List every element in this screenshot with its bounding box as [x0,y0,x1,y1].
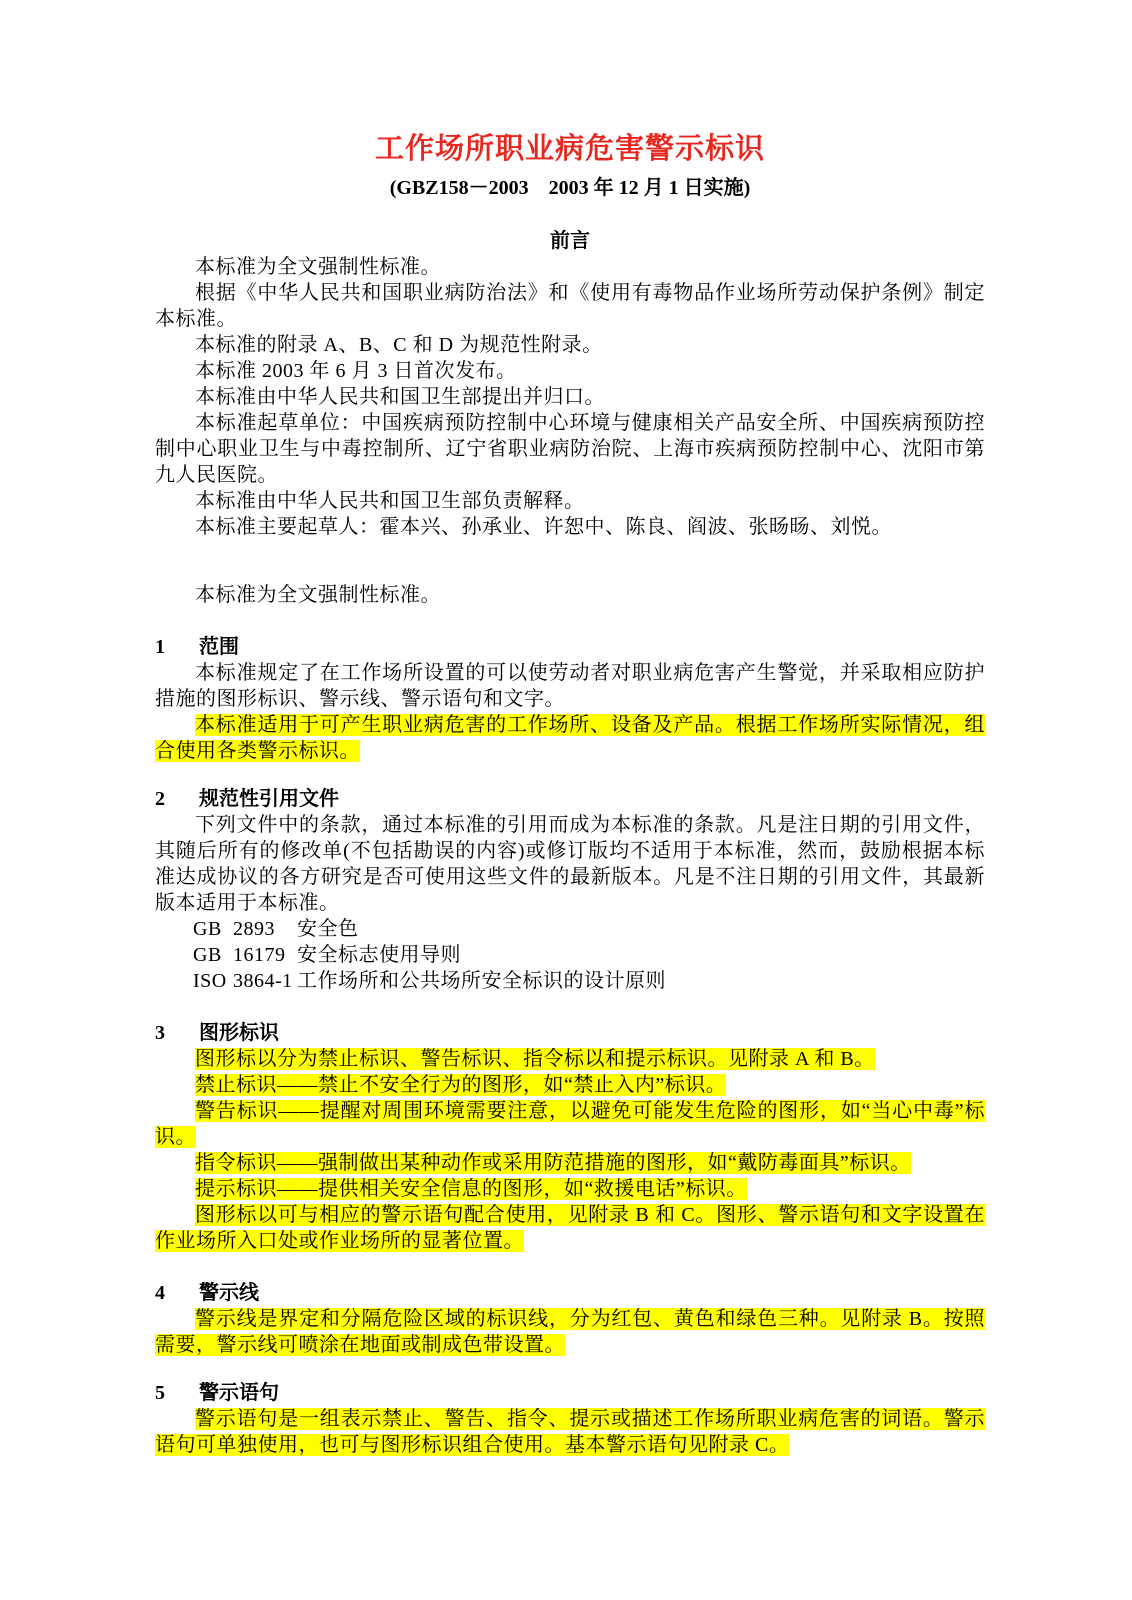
section-scope [155,634,985,764]
foreword-paragraph: 本标准 2003 年 6 月 3 日首次发布。 [195,360,517,382]
foreword-paragraph: 本标准主要起草人：霍本兴、孙承业、许恕中、陈良、阎波、张旸旸、刘悦。 [195,516,892,538]
document-subtitle: (GBZ158－2003 2003 年 12 月 1 日实施) [389,177,751,199]
section-paragraph-highlighted [155,1098,985,1150]
section-normative-references [155,786,985,994]
highlighted-text: 本标准适用于可产生职业病危害的工作场所、设备及产品。根据工作场所实际情况，组合使用各类警示标识。 [155,714,985,762]
reference-item [155,942,985,968]
section-paragraph: 下列文件中的条款，通过本标准的引用而成为本标准的条款。凡是注日期的引用文件，其随后所有的修改单(不包括勘误的内容)或修订版均不适用于本标准，然而，鼓励根据本标准达成协议的各方研究是否可使用这些文件的最新版本。凡是不注日期的引用文件，其最新版本适用于本标准。 [155,814,985,914]
section-paragraph-highlighted [155,1406,985,1458]
section-heading-text: 范围 [199,636,239,658]
section-heading [155,1280,985,1306]
section-paragraph-highlighted [155,1046,985,1072]
section-heading-text: 图形标识 [199,1022,279,1044]
section-warning-lines [155,1280,985,1358]
foreword-heading: 前言 [550,230,590,252]
reference-title: 安全色 [297,918,359,940]
section-paragraph-highlighted [155,1202,985,1254]
section-paragraph-highlighted [155,1072,985,1098]
reference-number: 3864-1 [233,970,293,992]
foreword-paragraph: 本标准为全文强制性标准。 [195,256,441,278]
section-number: 2 [155,788,165,810]
highlighted-text: 指令标识——强制做出某种动作或采用防范措施的图形，如“戴防毒面具”标识。 [195,1152,911,1174]
section-paragraph-highlighted [155,1306,985,1358]
section-heading-text: 警示线 [199,1282,259,1304]
highlighted-text: 警示语句是一组表示禁止、警告、指令、提示或描述工作场所职业病危害的词语。警示语句可单独使用，也可与图形标识组合使用。基本警示语句见附录 C。 [155,1408,985,1456]
section-paragraph-highlighted [155,712,985,764]
section-graphic-signs [155,1020,985,1254]
highlighted-text: 警告标识——提醒对周围环境需要注意，以避免可能发生危险的图形，如“当心中毒”标识。 [155,1100,985,1148]
foreword-paragraph: 本标准起草单位：中国疾病预防控制中心环境与健康相关产品安全所、中国疾病预防控制中心职业卫生与中毒控制所、辽宁省职业病防治院、上海市疾病预防控制中心、沈阳市第九人民医院。 [155,412,985,486]
foreword-paragraph: 本标准由中华人民共和国卫生部提出并归口。 [195,386,605,408]
section-number: 1 [155,636,165,658]
reference-item [155,916,985,942]
document-title: 工作场所职业病危害警示标识 [374,133,765,165]
reference-code: GB [193,944,222,966]
section-number: 3 [155,1022,165,1044]
reference-title: 安全标志使用导则 [297,944,461,966]
reference-item [155,968,985,994]
section-paragraph-highlighted [155,1176,985,1202]
section-heading-text: 规范性引用文件 [199,788,339,810]
section-warning-statements [155,1380,985,1458]
section-heading [155,1380,985,1406]
highlighted-text: 禁止标识——禁止不安全行为的图形，如“禁止入内”标识。 [195,1074,727,1096]
reference-number: 2893 [233,918,275,940]
highlighted-text: 警示线是界定和分隔危险区域的标识线，分为红包、黄色和绿色三种。见附录 B。按照需要，警示线可喷涂在地面或制成色带设置。 [155,1308,985,1356]
section-paragraph-highlighted [155,1150,985,1176]
reference-code: ISO [193,970,227,992]
section-number: 5 [155,1382,165,1404]
reference-code: GB [193,918,222,940]
reference-title: 工作场所和公共场所安全标识的设计原则 [297,970,666,992]
section-number: 4 [155,1282,165,1304]
foreword-paragraph: 本标准由中华人民共和国卫生部负责解释。 [195,490,585,512]
highlighted-text: 图形标以分为禁止标识、警告标识、指令标以和提示标识。见附录 A 和 B。 [195,1048,875,1070]
section-heading [155,1020,985,1046]
section-paragraph: 本标准规定了在工作场所设置的可以使劳动者对职业病危害产生警觉，并采取相应防护措施的图形标识、警示线、警示语句和文字。 [155,662,985,710]
mandatory-standard-note: 本标准为全文强制性标准。 [195,584,441,606]
foreword-paragraph: 本标准的附录 A、B、C 和 D 为规范性附录。 [195,334,603,356]
highlighted-text: 提示标识——提供相关安全信息的图形，如“救援电话”标识。 [195,1178,747,1200]
section-heading-text: 警示语句 [199,1382,279,1404]
highlighted-text: 图形标以可与相应的警示语句配合使用，见附录 B 和 C。图形、警示语句和文字设置在作业场所入口处或作业场所的显著位置。 [155,1204,985,1252]
reference-number: 16179 [233,944,286,966]
foreword-paragraph: 根据《中华人民共和国职业病防治法》和《使用有毒物品作业场所劳动保护条例》制定本标准。 [155,282,985,330]
section-heading [155,634,985,660]
section-heading [155,786,985,812]
